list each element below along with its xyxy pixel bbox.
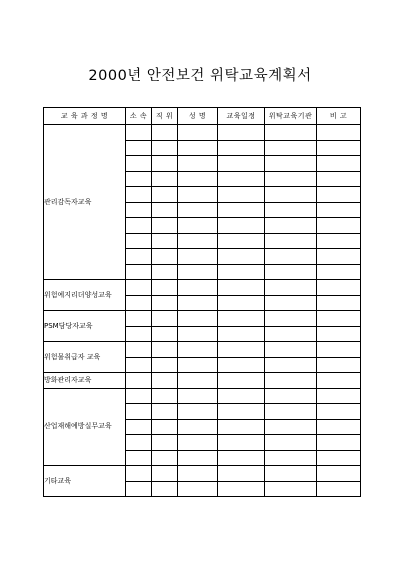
institution-cell[interactable] bbox=[265, 450, 317, 466]
name-cell[interactable] bbox=[178, 202, 218, 218]
header-schedule: 교육일정 bbox=[218, 108, 265, 125]
position-cell[interactable] bbox=[152, 388, 178, 404]
department-cell[interactable] bbox=[126, 295, 152, 311]
remarks-cell[interactable] bbox=[317, 171, 361, 187]
position-cell[interactable] bbox=[152, 373, 178, 389]
course-name-cell: 관리감독자교육 bbox=[44, 125, 126, 280]
schedule-cell[interactable] bbox=[218, 218, 265, 234]
institution-cell[interactable] bbox=[265, 404, 317, 420]
remarks-cell[interactable] bbox=[317, 466, 361, 482]
institution-cell[interactable] bbox=[265, 342, 317, 358]
remarks-cell[interactable] bbox=[317, 388, 361, 404]
document-title: 2000년 안전보건 위탁교육계획서 bbox=[88, 68, 312, 84]
department-cell[interactable] bbox=[126, 419, 152, 435]
header-institution: 위탁교육기관 bbox=[265, 108, 317, 125]
remarks-cell[interactable] bbox=[317, 140, 361, 156]
institution-cell[interactable] bbox=[265, 373, 317, 389]
name-cell[interactable] bbox=[178, 326, 218, 342]
name-cell[interactable] bbox=[178, 419, 218, 435]
department-cell[interactable] bbox=[126, 280, 152, 296]
position-cell[interactable] bbox=[152, 218, 178, 234]
remarks-cell[interactable] bbox=[317, 156, 361, 172]
department-cell[interactable] bbox=[126, 357, 152, 373]
position-cell[interactable] bbox=[152, 435, 178, 451]
course-name-cell: 기타교육 bbox=[44, 466, 126, 497]
schedule-cell[interactable] bbox=[218, 187, 265, 203]
position-cell[interactable] bbox=[152, 187, 178, 203]
remarks-cell[interactable] bbox=[317, 295, 361, 311]
table-row bbox=[44, 342, 361, 358]
remarks-cell[interactable] bbox=[317, 404, 361, 420]
remarks-cell[interactable] bbox=[317, 264, 361, 280]
position-cell[interactable] bbox=[152, 342, 178, 358]
name-cell[interactable] bbox=[178, 280, 218, 296]
schedule-cell[interactable] bbox=[218, 280, 265, 296]
remarks-cell[interactable] bbox=[317, 218, 361, 234]
schedule-cell[interactable] bbox=[218, 140, 265, 156]
position-cell[interactable] bbox=[152, 419, 178, 435]
name-cell[interactable] bbox=[178, 187, 218, 203]
position-cell[interactable] bbox=[152, 264, 178, 280]
schedule-cell[interactable] bbox=[218, 233, 265, 249]
name-cell[interactable] bbox=[178, 249, 218, 265]
institution-cell[interactable] bbox=[265, 140, 317, 156]
schedule-cell[interactable] bbox=[218, 435, 265, 451]
remarks-cell[interactable] bbox=[317, 125, 361, 141]
schedule-cell[interactable] bbox=[218, 295, 265, 311]
name-cell[interactable] bbox=[178, 435, 218, 451]
remarks-cell[interactable] bbox=[317, 481, 361, 497]
department-cell[interactable] bbox=[126, 311, 152, 327]
department-cell[interactable] bbox=[126, 187, 152, 203]
schedule-cell[interactable] bbox=[218, 419, 265, 435]
name-cell[interactable] bbox=[178, 450, 218, 466]
institution-cell[interactable] bbox=[265, 295, 317, 311]
position-cell[interactable] bbox=[152, 295, 178, 311]
institution-cell[interactable] bbox=[265, 280, 317, 296]
schedule-cell[interactable] bbox=[218, 202, 265, 218]
name-cell[interactable] bbox=[178, 388, 218, 404]
position-cell[interactable] bbox=[152, 466, 178, 482]
institution-cell[interactable] bbox=[265, 264, 317, 280]
department-cell[interactable] bbox=[126, 481, 152, 497]
department-cell[interactable] bbox=[126, 233, 152, 249]
institution-cell[interactable] bbox=[265, 218, 317, 234]
institution-cell[interactable] bbox=[265, 326, 317, 342]
remarks-cell[interactable] bbox=[317, 233, 361, 249]
table-row bbox=[44, 125, 361, 141]
course-name-cell: 방화관리자교육 bbox=[44, 373, 126, 389]
department-cell[interactable] bbox=[126, 450, 152, 466]
name-cell[interactable] bbox=[178, 218, 218, 234]
institution-cell[interactable] bbox=[265, 435, 317, 451]
department-cell[interactable] bbox=[126, 125, 152, 141]
table-row bbox=[44, 373, 361, 389]
institution-cell[interactable] bbox=[265, 202, 317, 218]
header-name: 성 명 bbox=[178, 108, 218, 125]
department-cell[interactable] bbox=[126, 156, 152, 172]
institution-cell[interactable] bbox=[265, 156, 317, 172]
remarks-cell[interactable] bbox=[317, 311, 361, 327]
name-cell[interactable] bbox=[178, 357, 218, 373]
name-cell[interactable] bbox=[178, 481, 218, 497]
schedule-cell[interactable] bbox=[218, 450, 265, 466]
institution-cell[interactable] bbox=[265, 125, 317, 141]
position-cell[interactable] bbox=[152, 171, 178, 187]
name-cell[interactable] bbox=[178, 156, 218, 172]
position-cell[interactable] bbox=[152, 481, 178, 497]
name-cell[interactable] bbox=[178, 342, 218, 358]
header-row bbox=[44, 108, 361, 125]
name-cell[interactable] bbox=[178, 264, 218, 280]
institution-cell[interactable] bbox=[265, 171, 317, 187]
table-row bbox=[44, 311, 361, 327]
department-cell[interactable] bbox=[126, 388, 152, 404]
remarks-cell[interactable] bbox=[317, 373, 361, 389]
department-cell[interactable] bbox=[126, 404, 152, 420]
schedule-cell[interactable] bbox=[218, 373, 265, 389]
schedule-cell[interactable] bbox=[218, 481, 265, 497]
department-cell[interactable] bbox=[126, 373, 152, 389]
schedule-cell[interactable] bbox=[218, 342, 265, 358]
remarks-cell[interactable] bbox=[317, 187, 361, 203]
header-department: 소 속 bbox=[126, 108, 152, 125]
remarks-cell[interactable] bbox=[317, 326, 361, 342]
remarks-cell[interactable] bbox=[317, 342, 361, 358]
course-name-cell: PSM담당자교육 bbox=[44, 311, 126, 342]
remarks-cell[interactable] bbox=[317, 450, 361, 466]
schedule-cell[interactable] bbox=[218, 249, 265, 265]
position-cell[interactable] bbox=[152, 280, 178, 296]
schedule-cell[interactable] bbox=[218, 264, 265, 280]
department-cell[interactable] bbox=[126, 202, 152, 218]
schedule-cell[interactable] bbox=[218, 156, 265, 172]
department-cell[interactable] bbox=[126, 435, 152, 451]
institution-cell[interactable] bbox=[265, 187, 317, 203]
department-cell[interactable] bbox=[126, 326, 152, 342]
position-cell[interactable] bbox=[152, 326, 178, 342]
position-cell[interactable] bbox=[152, 357, 178, 373]
course-name-cell: 위험예지리더양성교육 bbox=[44, 280, 126, 311]
schedule-cell[interactable] bbox=[218, 388, 265, 404]
table-row bbox=[44, 388, 361, 404]
header-remarks: 비 고 bbox=[317, 108, 361, 125]
name-cell[interactable] bbox=[178, 373, 218, 389]
position-cell[interactable] bbox=[152, 202, 178, 218]
remarks-cell[interactable] bbox=[317, 202, 361, 218]
position-cell[interactable] bbox=[152, 156, 178, 172]
position-cell[interactable] bbox=[152, 404, 178, 420]
department-cell[interactable] bbox=[126, 140, 152, 156]
remarks-cell[interactable] bbox=[317, 280, 361, 296]
name-cell[interactable] bbox=[178, 404, 218, 420]
schedule-cell[interactable] bbox=[218, 326, 265, 342]
department-cell[interactable] bbox=[126, 171, 152, 187]
name-cell[interactable] bbox=[178, 125, 218, 141]
position-cell[interactable] bbox=[152, 311, 178, 327]
table-body bbox=[44, 125, 361, 497]
header-position: 직 위 bbox=[152, 108, 178, 125]
name-cell[interactable] bbox=[178, 140, 218, 156]
institution-cell[interactable] bbox=[265, 388, 317, 404]
institution-cell[interactable] bbox=[265, 233, 317, 249]
department-cell[interactable] bbox=[126, 218, 152, 234]
department-cell[interactable] bbox=[126, 466, 152, 482]
course-name-cell: 위험물취급자 교육 bbox=[44, 342, 126, 373]
table-row bbox=[44, 466, 361, 482]
department-cell[interactable] bbox=[126, 342, 152, 358]
position-cell[interactable] bbox=[152, 450, 178, 466]
institution-cell[interactable] bbox=[265, 481, 317, 497]
department-cell[interactable] bbox=[126, 249, 152, 265]
institution-cell[interactable] bbox=[265, 249, 317, 265]
position-cell[interactable] bbox=[152, 140, 178, 156]
remarks-cell[interactable] bbox=[317, 357, 361, 373]
institution-cell[interactable] bbox=[265, 357, 317, 373]
schedule-cell[interactable] bbox=[218, 125, 265, 141]
schedule-cell[interactable] bbox=[218, 171, 265, 187]
table-row bbox=[44, 280, 361, 296]
schedule-cell[interactable] bbox=[218, 466, 265, 482]
department-cell[interactable] bbox=[126, 264, 152, 280]
name-cell[interactable] bbox=[178, 171, 218, 187]
remarks-cell[interactable] bbox=[317, 435, 361, 451]
header-course-name: 교 육 과 정 명 bbox=[44, 108, 126, 125]
position-cell[interactable] bbox=[152, 249, 178, 265]
schedule-cell[interactable] bbox=[218, 357, 265, 373]
name-cell[interactable] bbox=[178, 233, 218, 249]
schedule-cell[interactable] bbox=[218, 311, 265, 327]
institution-cell[interactable] bbox=[265, 419, 317, 435]
institution-cell[interactable] bbox=[265, 311, 317, 327]
position-cell[interactable] bbox=[152, 125, 178, 141]
schedule-cell[interactable] bbox=[218, 404, 265, 420]
name-cell[interactable] bbox=[178, 295, 218, 311]
name-cell[interactable] bbox=[178, 311, 218, 327]
remarks-cell[interactable] bbox=[317, 249, 361, 265]
training-plan-table bbox=[43, 107, 361, 497]
institution-cell[interactable] bbox=[265, 466, 317, 482]
name-cell[interactable] bbox=[178, 466, 218, 482]
remarks-cell[interactable] bbox=[317, 419, 361, 435]
course-name-cell: 산업재해예방실무교육 bbox=[44, 388, 126, 466]
position-cell[interactable] bbox=[152, 233, 178, 249]
